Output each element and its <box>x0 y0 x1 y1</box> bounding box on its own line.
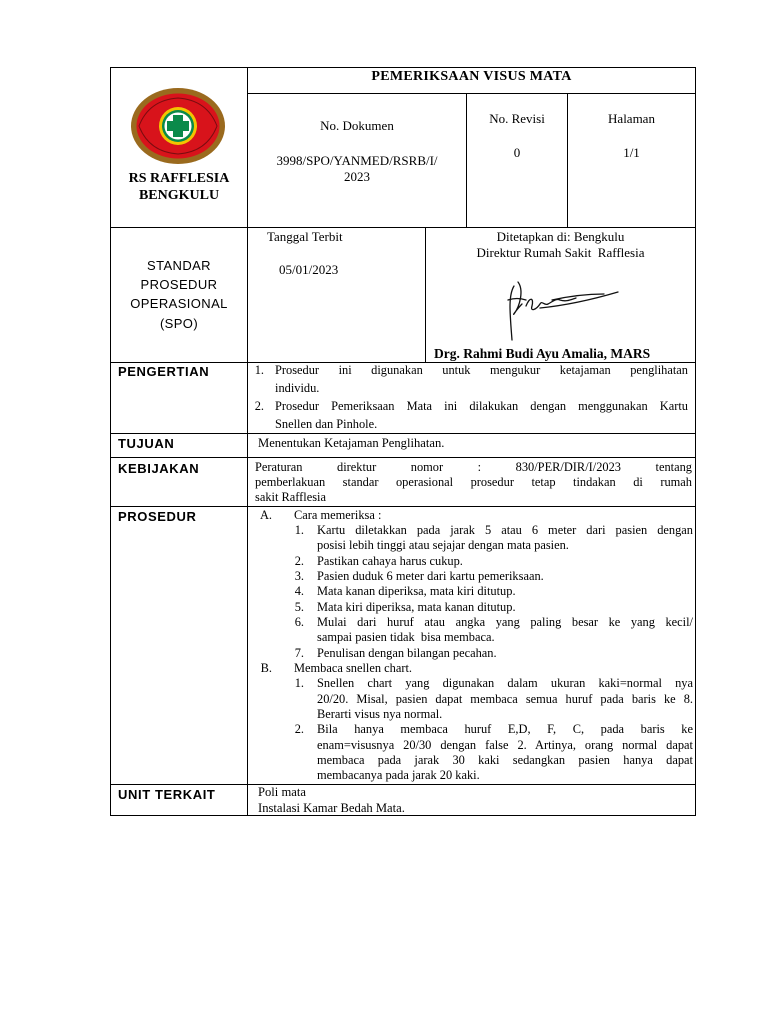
no-dokumen-value-line2: 2023 <box>344 169 370 184</box>
no-dokumen-label: No. Dokumen <box>320 118 394 133</box>
prosedur-a-item-line: posisi lebih tinggi atau sejajar dengan mata pasien. <box>317 538 569 552</box>
kebijakan-line: Peraturan direktur nomor : 830/PER/DIR/I/2023 tentang <box>255 460 692 474</box>
hospital-name-line2: BENGKULU <box>138 188 220 203</box>
tujuan-label: TUJUAN <box>118 436 175 451</box>
prosedur-a-item-line: Mata kiri diperiksa, mata kanan ditutup. <box>317 600 516 614</box>
prosedur-a-item-line: sampai pasien tidak bisa membaca. <box>317 630 495 644</box>
no-dokumen-value-line1: 3998/SPO/YANMED/RSRB/I/ <box>276 153 438 168</box>
tanggal-terbit-label: Tanggal Terbit <box>267 229 343 244</box>
prosedur-b-item-line: Berarti visus nya normal. <box>317 707 443 721</box>
pengertian-item-line: Snellen dan Pinhole. <box>275 417 378 431</box>
pengertian-item-number: 2. <box>254 399 264 413</box>
signer-name: Drg. Rahmi Budi Ayu Amalia, MARS <box>434 346 651 361</box>
pengertian-label: PENGERTIAN <box>118 364 210 379</box>
direktur-text: Direktur Rumah Sakit Rafflesia <box>476 245 645 260</box>
hospital-name-line1: RS RAFFLESIA <box>128 171 230 186</box>
tanggal-terbit-value: 05/01/2023 <box>279 262 339 277</box>
no-revisi-value: 0 <box>513 145 521 160</box>
signature <box>500 276 630 346</box>
prosedur-b-item-line: membacanya pada jarak 20 kaki. <box>317 768 480 782</box>
prosedur-b-item-line: Snellen chart yang digunakan dalam ukuran kaki=normal nya <box>317 676 693 690</box>
prosedur-a-item-line: Pasien duduk 6 meter dari kartu pemeriksaan. <box>317 569 544 583</box>
unit-terkait-line2: Instalasi Kamar Bedah Mata. <box>258 801 405 815</box>
prosedur-a-item-number: 5. <box>294 600 304 614</box>
prosedur-a-title: Cara memeriksa : <box>294 508 382 522</box>
halaman-value: 1/1 <box>623 145 640 160</box>
spo-line4: (SPO) <box>159 316 199 331</box>
prosedur-a-item-line: Mata kanan diperiksa, mata kiri ditutup. <box>317 584 516 598</box>
prosedur-b-item-number: 1. <box>294 676 304 690</box>
pengertian-item-line: individu. <box>275 381 320 395</box>
prosedur-b-item-line: membaca pada jarak 30 kaki sedangkan pasien hanya dapat <box>317 753 693 767</box>
prosedur-a-item-line: Penulisan dengan bilangan pecahan. <box>317 646 497 660</box>
pengertian-item <box>248 363 692 433</box>
prosedur-a-item-line: Pastikan cahaya harus cukup. <box>317 554 463 568</box>
prosedur-a-letter: A. <box>259 508 272 522</box>
prosedur-b-title: Membaca snellen chart. <box>294 661 413 675</box>
prosedur-b-letter: B. <box>260 661 272 675</box>
prosedur-b-item-line: 20/20. Misal, pasien dapat membaca semua huruf pada baris ke 8. <box>317 692 693 706</box>
unit-terkait-line1: Poli mata <box>258 785 306 799</box>
spo-line1: STANDAR <box>147 258 211 273</box>
unit-terkait-label: UNIT TERKAIT <box>118 787 216 802</box>
prosedur-a-item-number: 2. <box>294 554 304 568</box>
spo-line3: OPERASIONAL <box>130 296 228 311</box>
pengertian-item-number: 1. <box>254 363 264 377</box>
no-revisi-label: No. Revisi <box>489 111 545 126</box>
ditetapkan-text: Ditetapkan di: Bengkulu <box>496 229 625 244</box>
kebijakan-line: sakit Rafflesia <box>255 490 326 504</box>
prosedur-a-item-line: Mulai dari huruf atau angka yang paling besar ke yang kecil/ <box>317 615 693 629</box>
prosedur-b-item-line: Bila hanya membaca huruf E,D, F, C, pada baris ke <box>317 722 693 736</box>
prosedur-a-item-number: 7. <box>294 646 304 660</box>
spo-line2: PROSEDUR <box>140 277 218 292</box>
prosedur-a-item-number: 3. <box>294 569 304 583</box>
prosedur-b-item-number: 2. <box>294 722 304 736</box>
prosedur-body <box>248 508 694 784</box>
prosedur-a-item-number: 6. <box>294 615 304 629</box>
prosedur-label: PROSEDUR <box>118 509 197 524</box>
kebijakan-label: KEBIJAKAN <box>118 461 200 476</box>
prosedur-a-item-number: 4. <box>294 584 304 598</box>
prosedur-b-item-line: enam=visusnya 20/30 dengan false 2. Artinya, orang normal dapat <box>317 738 693 752</box>
kebijakan-line: pemberlakuan standar operasional prosedur tetap tindakan di rumah <box>255 475 692 489</box>
pengertian-item-line: Prosedur Pemeriksaan Mata ini dilakukan dengan menggunakan Kartu <box>275 399 688 413</box>
halaman-label: Halaman <box>608 111 655 126</box>
hospital-logo <box>129 86 227 166</box>
kebijakan-text <box>255 460 692 506</box>
tujuan-text: Menentukan Ketajaman Penglihatan. <box>258 436 445 450</box>
document-title: PEMERIKSAAN VISUS MATA <box>371 69 572 84</box>
pengertian-item-line: Prosedur ini digunakan untuk mengukur ketajaman penglihatan <box>275 363 688 377</box>
prosedur-a-item-number: 1. <box>294 523 304 537</box>
prosedur-a-item-line: Kartu diletakkan pada jarak 5 atau 6 meter dari pasien dengan <box>317 523 693 537</box>
